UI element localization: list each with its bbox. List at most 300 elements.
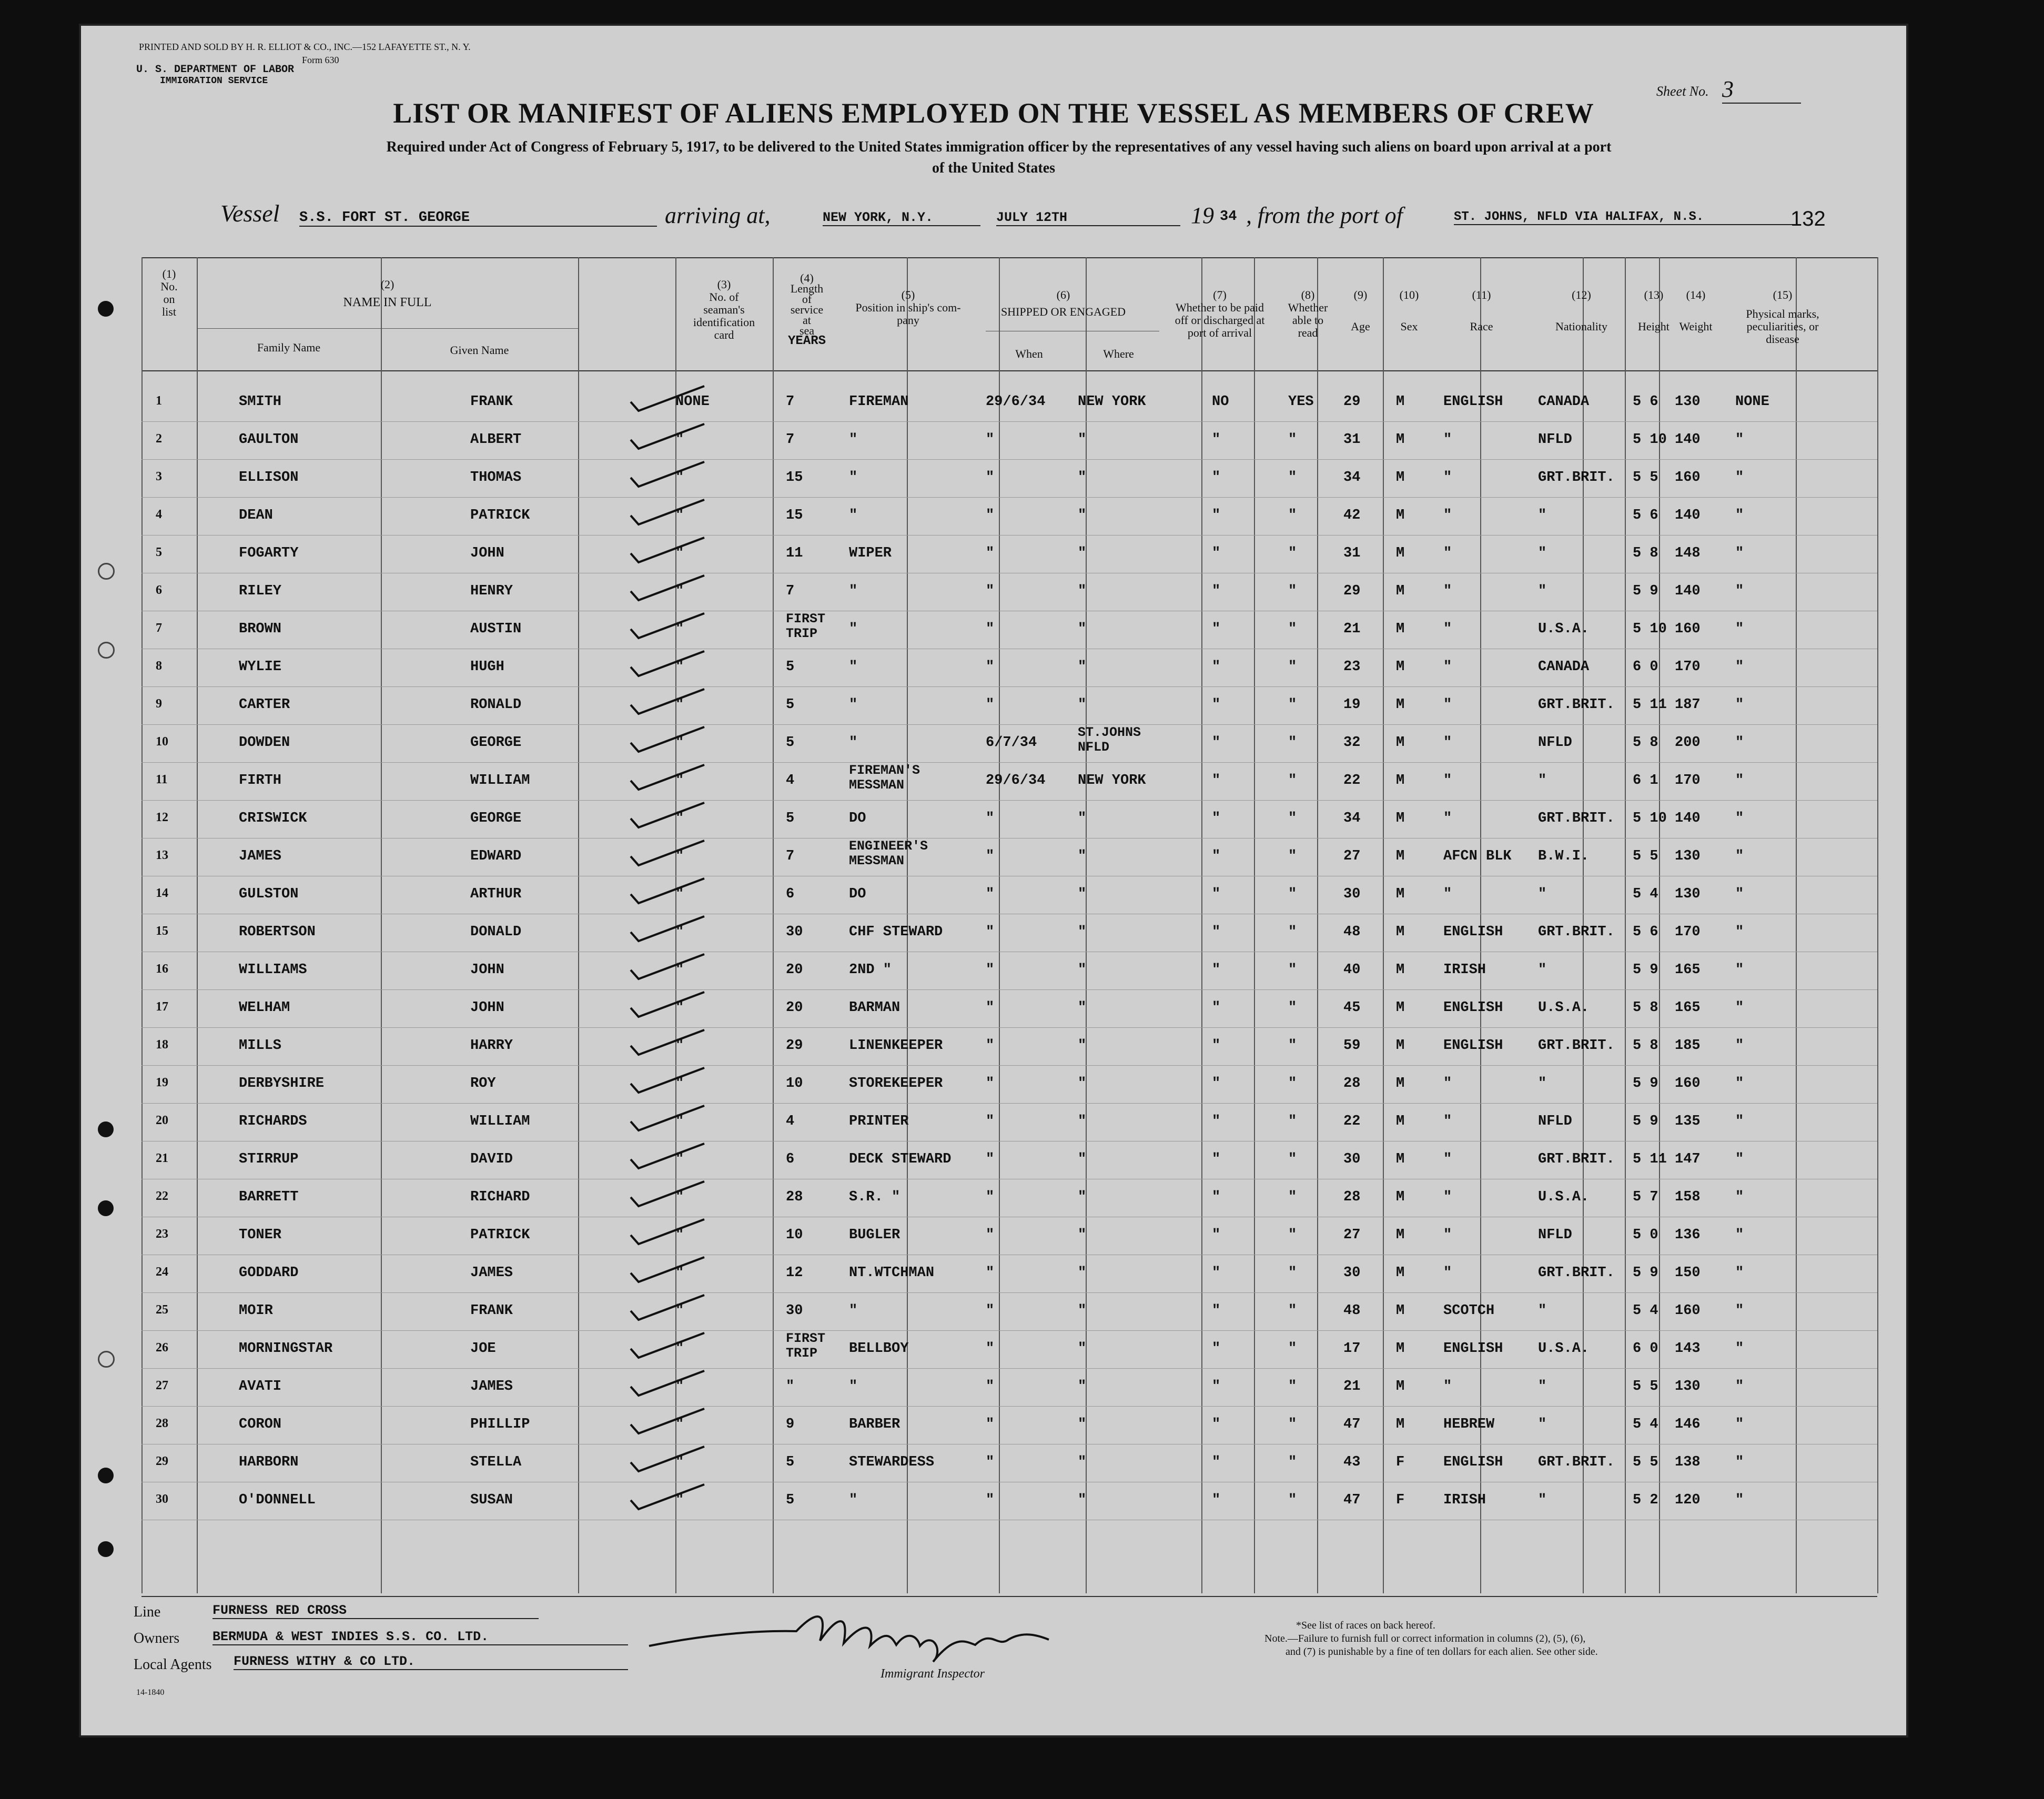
ship-position: STEWARDESS	[849, 1454, 935, 1470]
nationality: "	[1538, 508, 1547, 523]
able-to-read: "	[1288, 432, 1297, 448]
column-rule	[141, 257, 143, 1593]
age: 40	[1343, 962, 1361, 978]
family-name: CRISWICK	[239, 811, 307, 826]
able-to-read: "	[1288, 848, 1297, 864]
id-card: "	[675, 1417, 684, 1432]
column-rule	[1383, 257, 1384, 1593]
age: 22	[1343, 773, 1361, 789]
physical-marks: "	[1735, 1341, 1744, 1357]
race: "	[1443, 545, 1452, 561]
able-to-read: "	[1288, 1189, 1297, 1205]
able-to-read: "	[1288, 886, 1297, 902]
height: 5 9	[1633, 1114, 1658, 1129]
family-name: O'DONNELL	[239, 1492, 316, 1508]
nationality: GRT.BRIT.	[1538, 924, 1615, 940]
id-card: "	[675, 1076, 684, 1091]
column-rule	[1254, 257, 1255, 1593]
height: 5 6	[1633, 508, 1658, 523]
footer-note-1: Note.—Failure to furnish full or correct information in columns (2), (5), (6),	[1264, 1633, 1586, 1644]
check-mark-icon	[628, 724, 707, 756]
engaged-when: "	[986, 886, 995, 902]
engaged-where: NEW YORK	[1078, 394, 1146, 410]
line-label: Line	[134, 1604, 161, 1620]
nationality: B.W.I.	[1538, 848, 1590, 864]
family-name: WYLIE	[239, 659, 282, 675]
able-to-read: "	[1288, 508, 1297, 523]
physical-marks: "	[1735, 621, 1744, 637]
row-number: 13	[156, 848, 168, 862]
ship-position: DECK STEWARD	[849, 1151, 952, 1167]
race: "	[1443, 735, 1452, 751]
footer-note-2: and (7) is punishable by a fine of ten dollars for each alien. See other side.	[1286, 1646, 1598, 1657]
age: 31	[1343, 432, 1361, 448]
ship-position: BUGLER	[849, 1227, 900, 1243]
engaged-where: "	[1078, 432, 1087, 448]
sex: M	[1396, 583, 1405, 599]
paid-off: "	[1212, 1492, 1221, 1508]
engaged-where: "	[1078, 1038, 1087, 1054]
ship-position: CHF STEWARD	[849, 924, 943, 940]
nationality: "	[1538, 1379, 1547, 1394]
row-number: 18	[156, 1038, 168, 1052]
header-col-7: (7) Whether to be paid off or discharged at port of arrival	[1175, 288, 1265, 339]
row-number: 16	[156, 962, 168, 976]
engaged-when: 6/7/34	[986, 735, 1037, 751]
sex: M	[1396, 545, 1405, 561]
engaged-where: "	[1078, 1341, 1087, 1357]
family-name: GODDARD	[239, 1265, 299, 1281]
height: 5 10	[1633, 432, 1667, 448]
service-years: 7	[786, 583, 795, 599]
row-number: 19	[156, 1076, 168, 1089]
given-name: PATRICK	[470, 1227, 530, 1243]
id-card: "	[675, 659, 684, 675]
ship-position: DO	[849, 886, 866, 902]
race: ENGLISH	[1443, 1000, 1503, 1016]
age: 23	[1343, 659, 1361, 675]
paid-off: "	[1212, 470, 1221, 486]
check-mark-icon	[628, 1065, 707, 1097]
weight: 138	[1675, 1454, 1701, 1470]
race: "	[1443, 1227, 1452, 1243]
engaged-where: NEW YORK	[1078, 773, 1146, 789]
column-rule	[381, 257, 382, 1593]
nationality: "	[1538, 962, 1547, 978]
id-card: "	[675, 621, 684, 637]
family-name: RICHARDS	[239, 1114, 307, 1129]
row-number: 24	[156, 1265, 168, 1279]
sex: M	[1396, 1076, 1405, 1091]
check-mark-icon	[628, 497, 707, 529]
nationality: "	[1538, 886, 1547, 902]
able-to-read: "	[1288, 545, 1297, 561]
header-where: Where	[1103, 347, 1134, 360]
service-years: 7	[786, 394, 795, 410]
physical-marks: "	[1735, 1265, 1744, 1281]
nationality: GRT.BRIT.	[1538, 470, 1615, 486]
physical-marks: "	[1735, 1114, 1744, 1129]
service-years: 30	[786, 924, 803, 940]
row-number: 10	[156, 735, 168, 749]
inspector-label: Immigrant Inspector	[881, 1667, 985, 1681]
race: ENGLISH	[1443, 1038, 1503, 1054]
service-years: 10	[786, 1076, 803, 1091]
ship-position: STOREKEEPER	[849, 1076, 943, 1091]
able-to-read: "	[1288, 1114, 1297, 1129]
age: 48	[1343, 1303, 1361, 1319]
able-to-read: "	[1288, 811, 1297, 826]
row-rule	[141, 762, 1877, 763]
height: 5 5	[1633, 470, 1658, 486]
weight: 165	[1675, 962, 1701, 978]
age: 34	[1343, 811, 1361, 826]
row-number: 12	[156, 811, 168, 824]
given-name: SUSAN	[470, 1492, 513, 1508]
given-name: STELLA	[470, 1454, 522, 1470]
given-name: PATRICK	[470, 508, 530, 523]
check-mark-icon	[628, 611, 707, 642]
service-years: 30	[786, 1303, 803, 1319]
age: 30	[1343, 1265, 1361, 1281]
arrival-date: JULY 12TH	[996, 210, 1180, 226]
physical-marks: "	[1735, 1492, 1744, 1508]
paid-off: "	[1212, 1189, 1221, 1205]
family-name: MORNINGSTAR	[239, 1341, 333, 1357]
family-name: CARTER	[239, 697, 290, 713]
age: 29	[1343, 394, 1361, 410]
subtitle-line-2: of the United States	[932, 160, 1056, 176]
engaged-where: "	[1078, 811, 1087, 826]
check-mark-icon	[628, 800, 707, 832]
sex: M	[1396, 1189, 1405, 1205]
engaged-where: "	[1078, 1227, 1087, 1243]
physical-marks: "	[1735, 848, 1744, 864]
paid-off: "	[1212, 773, 1221, 789]
check-mark-icon	[628, 762, 707, 794]
paid-off: "	[1212, 1341, 1221, 1357]
ship-position: "	[849, 735, 858, 751]
check-mark-icon	[628, 1179, 707, 1210]
column-rule	[773, 257, 774, 1593]
sex: M	[1396, 659, 1405, 675]
given-name: JOHN	[470, 962, 504, 978]
paid-off: "	[1212, 1076, 1221, 1091]
family-name: MILLS	[239, 1038, 282, 1054]
paid-off: "	[1212, 508, 1221, 523]
age: 29	[1343, 583, 1361, 599]
given-name: RICHARD	[470, 1189, 530, 1205]
family-name: DERBYSHIRE	[239, 1076, 325, 1091]
able-to-read: "	[1288, 1454, 1297, 1470]
sex: M	[1396, 848, 1405, 864]
family-name: DEAN	[239, 508, 273, 523]
weight: 140	[1675, 811, 1701, 826]
nationality: U.S.A.	[1538, 1341, 1590, 1357]
form-number: Form 630	[302, 55, 339, 65]
id-card: "	[675, 1454, 684, 1470]
weight: 170	[1675, 773, 1701, 789]
engaged-where: "	[1078, 1000, 1087, 1016]
family-name: ELLISON	[239, 470, 299, 486]
engaged-when: "	[986, 1303, 995, 1319]
sex: F	[1396, 1454, 1405, 1470]
race: "	[1443, 811, 1452, 826]
able-to-read: "	[1288, 621, 1297, 637]
paid-off: "	[1212, 659, 1221, 675]
ship-position: "	[849, 508, 858, 523]
weight: 160	[1675, 1303, 1701, 1319]
weight: 160	[1675, 1076, 1701, 1091]
nationality: GRT.BRIT.	[1538, 811, 1615, 826]
race: ENGLISH	[1443, 1454, 1503, 1470]
check-mark-icon	[628, 1330, 707, 1362]
id-card: "	[675, 1227, 684, 1243]
weight: 130	[1675, 394, 1701, 410]
weight: 140	[1675, 432, 1701, 448]
nationality: U.S.A.	[1538, 1000, 1590, 1016]
physical-marks: "	[1735, 545, 1744, 561]
id-card: "	[675, 1303, 684, 1319]
paid-off: "	[1212, 1417, 1221, 1432]
row-number: 2	[156, 432, 162, 446]
id-card: "	[675, 735, 684, 751]
height: 5 8	[1633, 1038, 1658, 1054]
physical-marks: "	[1735, 508, 1744, 523]
given-name: JOE	[470, 1341, 496, 1357]
weight: 140	[1675, 583, 1701, 599]
physical-marks: "	[1735, 1038, 1744, 1054]
ship-position: PRINTER	[849, 1114, 909, 1129]
physical-marks: "	[1735, 659, 1744, 675]
vessel-name: S.S. FORT ST. GEORGE	[299, 210, 657, 227]
physical-marks: "	[1735, 1227, 1744, 1243]
check-mark-icon	[628, 686, 707, 718]
check-mark-icon	[628, 1217, 707, 1248]
nationality: NFLD	[1538, 1114, 1572, 1129]
physical-marks: "	[1735, 697, 1744, 713]
id-card: "	[675, 962, 684, 978]
engaged-when: "	[986, 1341, 995, 1357]
height: 6 1	[1633, 773, 1658, 789]
able-to-read: "	[1288, 1341, 1297, 1357]
paid-off: "	[1212, 621, 1221, 637]
service-years: FIRST TRIP	[786, 1331, 826, 1361]
height: 5 8	[1633, 545, 1658, 561]
able-to-read: "	[1288, 697, 1297, 713]
family-name: WILLIAMS	[239, 962, 307, 978]
row-number: 25	[156, 1303, 168, 1317]
weight: 120	[1675, 1492, 1701, 1508]
given-name: GEORGE	[470, 735, 522, 751]
header-col-10: (10) Sex	[1399, 288, 1419, 333]
height: 5 4	[1633, 1303, 1658, 1319]
engaged-when: "	[986, 1114, 995, 1129]
service-years: 12	[786, 1265, 803, 1281]
table-top-rule	[141, 257, 1877, 258]
binder-hole	[98, 563, 115, 580]
header-col-13: (13) Height	[1638, 288, 1669, 333]
engaged-when: "	[986, 621, 995, 637]
engaged-when: 29/6/34	[986, 773, 1046, 789]
sex: M	[1396, 1000, 1405, 1016]
sex: M	[1396, 470, 1405, 486]
able-to-read: "	[1288, 1000, 1297, 1016]
ship-position: "	[849, 432, 858, 448]
row-number: 22	[156, 1189, 168, 1203]
weight: 136	[1675, 1227, 1701, 1243]
service-years: 6	[786, 1151, 795, 1167]
family-name: JAMES	[239, 848, 282, 864]
weight: 158	[1675, 1189, 1701, 1205]
able-to-read: "	[1288, 1227, 1297, 1243]
physical-marks: "	[1735, 1454, 1744, 1470]
service-years: 4	[786, 1114, 795, 1129]
agents-label: Local Agents	[134, 1656, 212, 1673]
height: 5 4	[1633, 1417, 1658, 1432]
given-name: FRANK	[470, 1303, 513, 1319]
row-number: 4	[156, 508, 162, 521]
ship-position: "	[849, 1492, 858, 1508]
paid-off: "	[1212, 1038, 1221, 1054]
paid-off: "	[1212, 1227, 1221, 1243]
height: 6 0	[1633, 1341, 1658, 1357]
column-rule	[999, 257, 1000, 1593]
family-name: FOGARTY	[239, 545, 299, 561]
given-name: DONALD	[470, 924, 522, 940]
row-number: 23	[156, 1227, 168, 1241]
engaged-where: "	[1078, 545, 1087, 561]
header-given-name: Given Name	[450, 343, 509, 357]
engaged-where: "	[1078, 1454, 1087, 1470]
age: 48	[1343, 924, 1361, 940]
row-rule	[141, 421, 1877, 422]
service-years: 5	[786, 1492, 795, 1508]
nationality: "	[1538, 1492, 1547, 1508]
header-col-11: (11) Race	[1470, 288, 1493, 333]
row-number: 29	[156, 1454, 168, 1468]
engaged-where: "	[1078, 962, 1087, 978]
race: "	[1443, 621, 1452, 637]
row-rule	[141, 497, 1877, 498]
engaged-when: 29/6/34	[986, 394, 1046, 410]
weight: 200	[1675, 735, 1701, 751]
row-rule	[141, 1292, 1877, 1293]
nationality: GRT.BRIT.	[1538, 1454, 1615, 1470]
engaged-where: "	[1078, 1379, 1087, 1394]
engaged-when: "	[986, 1000, 995, 1016]
nationality: "	[1538, 1076, 1547, 1091]
sheet-number: 3	[1722, 76, 1801, 104]
paid-off: "	[1212, 924, 1221, 940]
inspector-signature	[639, 1599, 1122, 1677]
header-col-14: (14) Weight	[1679, 288, 1713, 333]
given-name: RONALD	[470, 697, 522, 713]
arriving-label: arriving at,	[665, 203, 771, 228]
weight: 148	[1675, 545, 1701, 561]
check-mark-icon	[628, 459, 707, 491]
id-card: "	[675, 1189, 684, 1205]
binder-hole	[98, 1468, 114, 1483]
engaged-where: "	[1078, 1492, 1087, 1508]
race: "	[1443, 1151, 1452, 1167]
engaged-when: "	[986, 1076, 995, 1091]
physical-marks: "	[1735, 1076, 1744, 1091]
engaged-where: "	[1078, 924, 1087, 940]
able-to-read: "	[1288, 735, 1297, 751]
row-number: 11	[156, 773, 168, 786]
paid-off: "	[1212, 1151, 1221, 1167]
sex: M	[1396, 773, 1405, 789]
engaged-where: "	[1078, 583, 1087, 599]
binder-hole	[98, 1121, 114, 1137]
binder-hole	[98, 642, 115, 659]
id-card: "	[675, 583, 684, 599]
weight: 185	[1675, 1038, 1701, 1054]
family-name: WELHAM	[239, 1000, 290, 1016]
sex: M	[1396, 1379, 1405, 1394]
age: 28	[1343, 1076, 1361, 1091]
row-rule	[141, 686, 1877, 687]
column-rule	[1796, 257, 1797, 1593]
id-card: NONE	[675, 394, 710, 410]
column-rule	[197, 257, 198, 1593]
race: AFCN BLK	[1443, 848, 1512, 864]
engaged-when: "	[986, 583, 995, 599]
given-name: HENRY	[470, 583, 513, 599]
height: 5 5	[1633, 1454, 1658, 1470]
service-years: 20	[786, 1000, 803, 1016]
department-name: U. S. DEPARTMENT OF LABOR	[136, 64, 295, 76]
height: 5 7	[1633, 1189, 1658, 1205]
binder-hole	[98, 1541, 114, 1557]
service-years: 15	[786, 470, 803, 486]
column-rule	[1877, 257, 1878, 1593]
id-card: "	[675, 1038, 684, 1054]
id-card: "	[675, 848, 684, 864]
physical-marks: "	[1735, 924, 1744, 940]
local-agents: FURNESS WITHY & CO LTD.	[234, 1654, 628, 1670]
row-rule	[141, 989, 1877, 990]
nationality: "	[1538, 545, 1547, 561]
age: 19	[1343, 697, 1361, 713]
nationality: GRT.BRIT.	[1538, 1038, 1615, 1054]
ship-position: 2ND "	[849, 962, 892, 978]
able-to-read: "	[1288, 773, 1297, 789]
height: 5 5	[1633, 1379, 1658, 1394]
race: "	[1443, 1114, 1452, 1129]
id-card: "	[675, 508, 684, 523]
subtitle-line-1: Required under Act of Congress of February 5, 1917, to be delivered to the United States immigration officer by the representatives of any vessel having such aliens on board upon arrival at a port	[386, 139, 1612, 155]
header-col-6: (6) SHIPPED OR ENGAGED	[1000, 288, 1126, 318]
nationality: U.S.A.	[1538, 621, 1590, 637]
id-card: "	[675, 1379, 684, 1394]
sex: M	[1396, 886, 1405, 902]
physical-marks: "	[1735, 1151, 1744, 1167]
family-name: STIRRUP	[239, 1151, 299, 1167]
given-name: JOHN	[470, 1000, 504, 1016]
given-name: PHILLIP	[470, 1417, 530, 1432]
check-mark-icon	[628, 914, 707, 945]
footer-rule	[141, 1596, 1877, 1597]
given-name: EDWARD	[470, 848, 522, 864]
weight: 140	[1675, 508, 1701, 523]
nationality: "	[1538, 1417, 1547, 1432]
check-mark-icon	[628, 1255, 707, 1286]
height: 5 2	[1633, 1492, 1658, 1508]
physical-marks: NONE	[1735, 394, 1769, 410]
engaged-when: "	[986, 1038, 995, 1054]
